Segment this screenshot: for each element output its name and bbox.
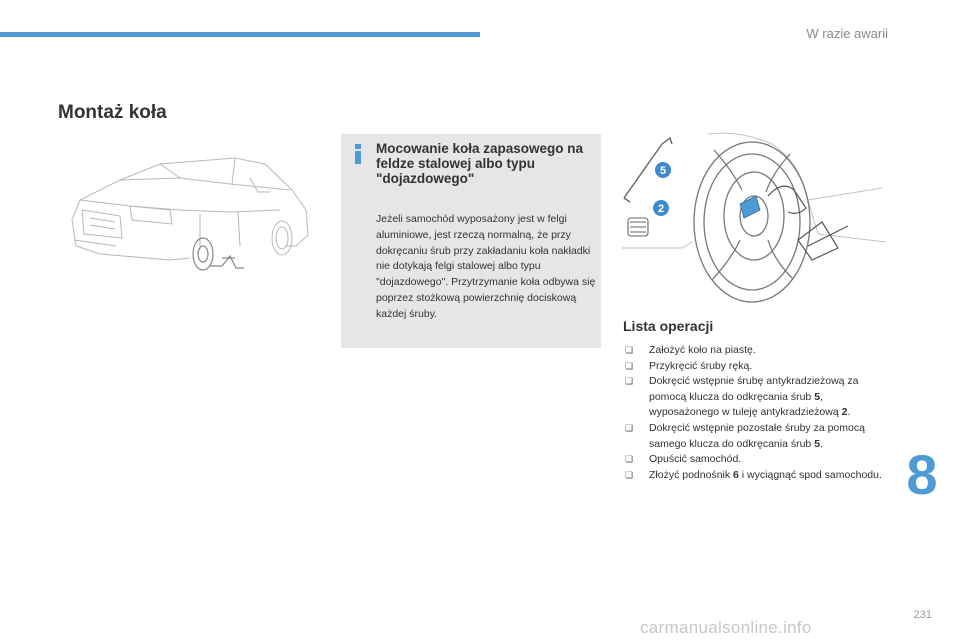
car-illustration xyxy=(60,150,316,275)
list-item: ❏ Przykręcić śruby ręką. xyxy=(623,359,893,375)
list-item: ❏ Opuścić samochód. xyxy=(623,452,893,468)
header-accent-bar xyxy=(0,32,480,37)
watermark: carmanualsonline.info xyxy=(640,618,812,637)
chapter-number: 8 xyxy=(906,443,938,506)
section-title: W razie awarii xyxy=(806,26,888,41)
list-item: ❏ Założyć koło na piastę. xyxy=(623,343,893,359)
checkbox-bullet-icon: ❏ xyxy=(625,422,634,433)
list-item: ❏ Dokręcić wstępnie pozostałe śruby za pomocą samego klucza do odkręcania śrub 5. xyxy=(625,421,865,450)
page-heading: Montaż koła xyxy=(58,102,167,123)
page-number: 231 xyxy=(913,609,932,621)
info-box-text: Jeżeli samochód wyposażony jest w felgi aluminiowe, jest rzeczą normalną, że przy dokręcaniu śrub przy zakładaniu koła nakładki nie dotykają felgi stalowej albo typu "dojazdowego". Przytrzymanie koła odbywa się poprzez stożkową powierzchnię dociskową każdej śruby. xyxy=(376,213,596,320)
callout-5: 5 xyxy=(659,165,667,177)
info-icon xyxy=(351,144,365,164)
list-item: ❏ Złożyć podnośnik 6 i wyciągnąć spod samochodu. xyxy=(623,468,893,484)
info-box-title: Mocowanie koła zapasowego na feldze stalowej albo typu "dojazdowego" xyxy=(376,141,584,186)
list-item: ❏ Dokręcić wstępnie śrubę antykradzieżową za pomocą klucza do odkręcania śrub 5, wyposażonego w tuleję antykradzieżową 2. xyxy=(625,375,859,419)
checkbox-bullet-icon: ❏ xyxy=(625,469,634,480)
checkbox-bullet-icon: ❏ xyxy=(625,345,634,355)
info-box xyxy=(341,134,601,348)
wheel-mounting-illustration xyxy=(622,130,886,304)
checkbox-bullet-icon: ❏ xyxy=(625,376,634,387)
checkbox-bullet-icon: ❏ xyxy=(625,360,634,371)
operations-heading: Lista operacji xyxy=(623,318,714,334)
callout-2: 2 xyxy=(657,203,665,215)
checkbox-bullet-icon: ❏ xyxy=(625,454,634,465)
operations-list xyxy=(623,343,893,483)
